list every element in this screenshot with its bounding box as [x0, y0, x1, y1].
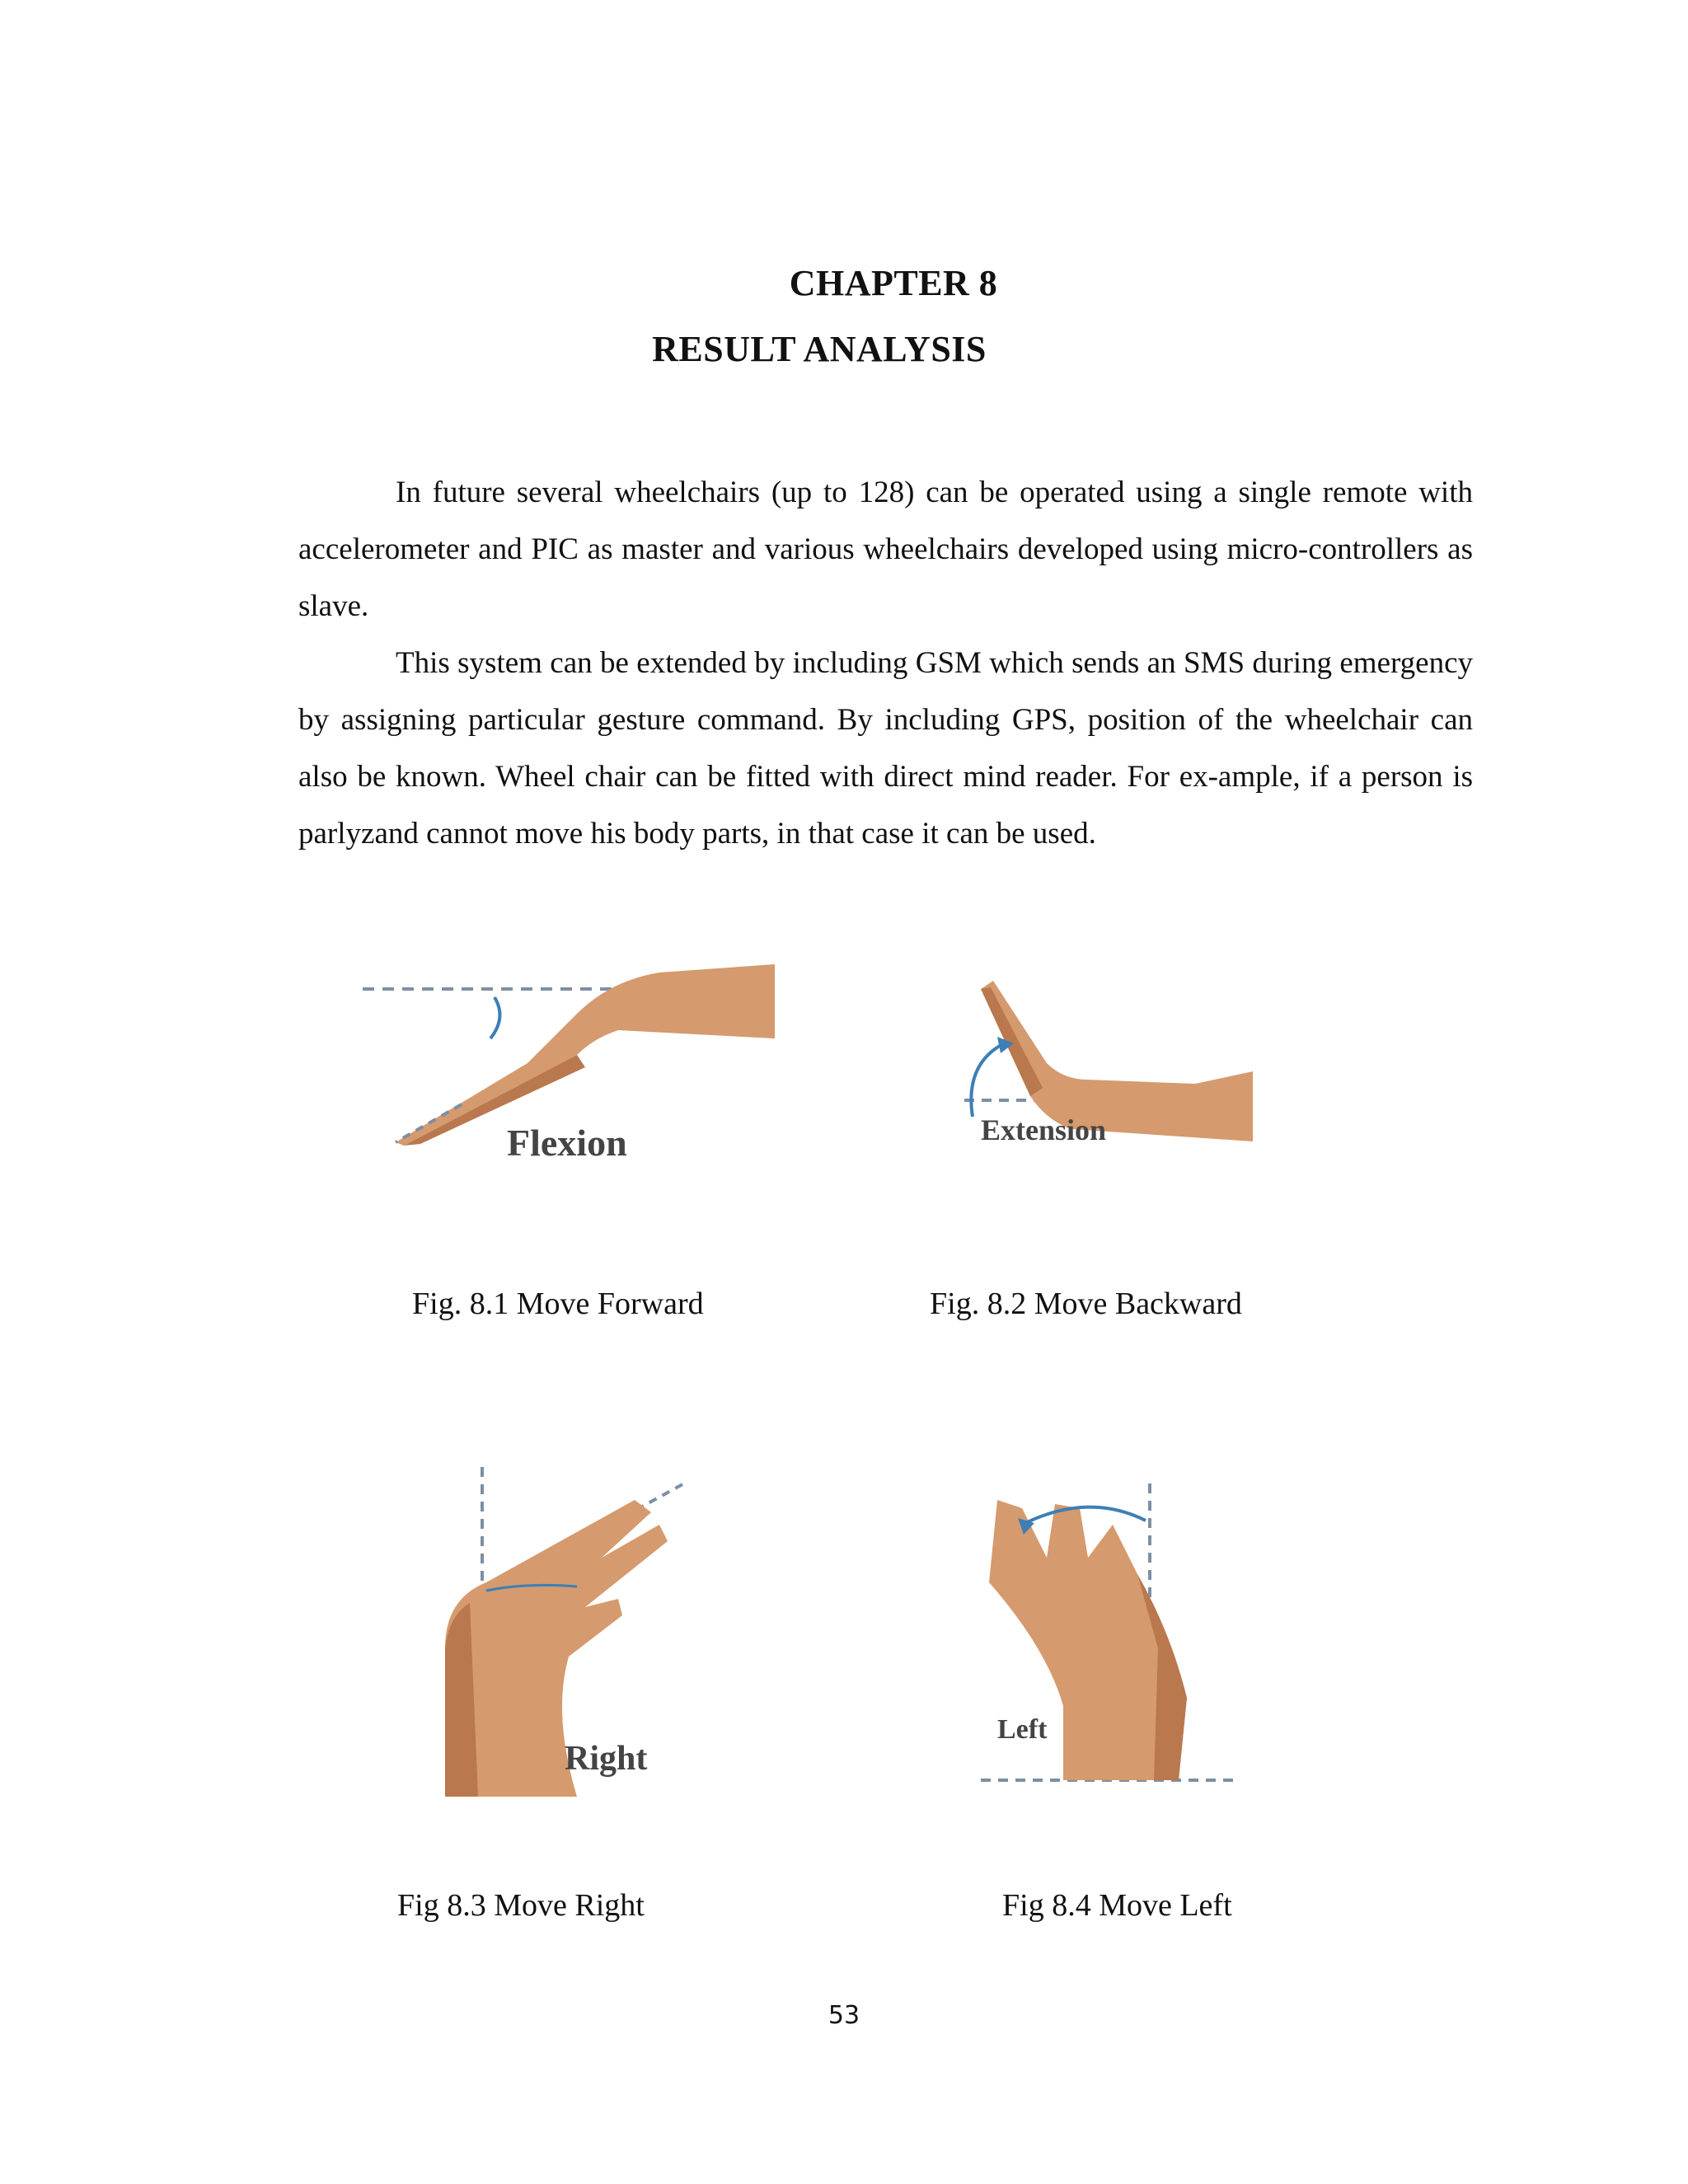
paragraph-future-scope: In future several wheelchairs (up to 128) can be operated using a single remote with accelerometer and PIC as master and various wheelchairs developed using micro-controllers as slave.	[298, 476, 1473, 623]
figure-left	[973, 1483, 1253, 1788]
page-number: 53	[828, 2001, 860, 2030]
figure-caption-8-1: Fig. 8.1 Move Forward	[412, 1286, 704, 1321]
chapter-title: RESULT ANALYSIS	[652, 329, 987, 369]
figure-caption-8-2: Fig. 8.2 Move Backward	[930, 1286, 1242, 1321]
right-label: Right	[565, 1740, 648, 1778]
figure-flexion	[346, 948, 791, 1179]
paragraph-extensions: This system can be extended by including GSM which sends an SMS during emergency by assigning particular gesture command. By including GPS, position of the wheelchair can also be known. Wheel chair can be fitted with direct mind reader. For ex-ample, if a person is parlyzand cannot move his body parts, in that case it can be used.	[298, 646, 1473, 851]
flexion-label: Flexion	[507, 1122, 627, 1164]
extension-label: Extension	[981, 1113, 1107, 1146]
figure-extension	[948, 972, 1261, 1170]
figure-caption-8-3: Fig 8.3 Move Right	[397, 1888, 645, 1923]
figure-caption-8-4: Fig 8.4 Move Left	[1002, 1888, 1232, 1923]
right-hand-illustration	[412, 1467, 709, 1813]
left-label: Left	[997, 1714, 1048, 1745]
chapter-number: CHAPTER 8	[789, 263, 998, 303]
figure-right	[412, 1467, 709, 1813]
